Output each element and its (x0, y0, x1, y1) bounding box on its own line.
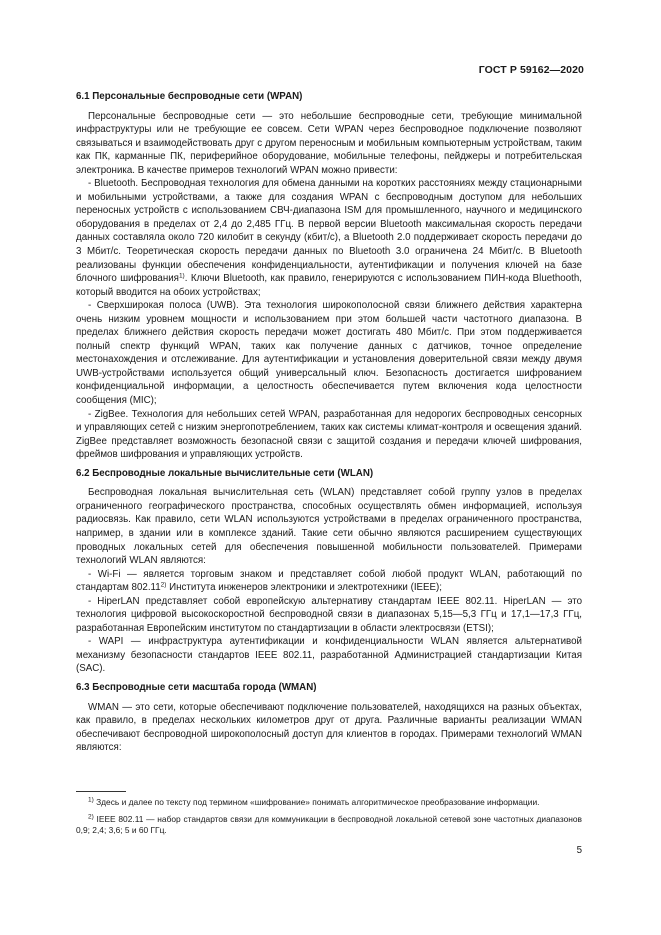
footnote-ref-2: 2) (160, 581, 167, 589)
s61-paragraph-uwb: - Сверхширокая полоса (UWB). Эта технология широкополосной связи ближнего действия характерна очень низким уровнем мощности и использованием при этом большей части частотного диапазона. В пределах ближнего действия скорость передачи может достигать 480 Мбит/с. При этом поддерживается полный спектр функций WPAN, таких как получение данных с датчиков, точное определение местонахождения и отслеживание. Для аутентификации и установления доверительной связи между двумя UWB-устройствами используется общий универсальный ключ. Безопасность достигается шифрованием конфиденциальной информации, а целостность обеспечивается путем включения кода целостности сообщения (MIC); (76, 300, 582, 407)
footnote-2 (76, 814, 582, 837)
s61-paragraph-bluetooth (76, 177, 582, 299)
s61-paragraph-zigbee: - ZigBee. Технология для небольших сетей WPAN, разработанная для недорогих беспроводных сенсорных и управляющих сетей с низким энергопотреблением, таких как системы климат-контроля и освещения зданий. ZigBee представляет возможность безопасной связи с защитой создания и передачи ключей шифрования, фреймов шифрования и управляющих устройств. (76, 408, 582, 461)
s62-paragraph-1: Беспроводная локальная вычислительная сеть (WLAN) представляет собой группу узлов в пределах ограниченного географического пространства, способных осуществлять обмен информацией, используя радиосвязь. Как правило, сети WLAN используются устройствами в пределах ограниченного пространства, например, в здании или в комплексе зданий. Такие сети обычно являются расширением существующих проводных локальных сетей для обеспечения повышенной мобильности пользователей. Примерами технологий WLAN являются: (76, 487, 582, 567)
section-6-2-heading: 6.2 Беспроводные локальные вычислительные сети (WLAN) (76, 467, 374, 479)
s62-wifi-text-b: Института инженеров электроники и электротехники (IEEE); (166, 582, 442, 594)
s61-paragraph-1: Персональные беспроводные сети — это небольшие беспроводные сети, требующие минимальной инфраструктуры или не требующие ее совсем. Сети WPAN через беспроводное подключение позволяют связываться и взаимодействовать друг с другом переносным и мобильным компьютерным устройствам, таким как ПК, карманные ПК, периферийное оборудование, мобильные телефоны, пейджеры и потребительская электроника. В качестве примеров технологий WPAN можно привести: (76, 110, 582, 176)
footnote-divider (76, 791, 126, 792)
footnote-ref-1: 1) (178, 272, 185, 280)
s62-paragraph-wifi (76, 568, 582, 595)
footnote-1-mark: 1) (88, 796, 94, 804)
s61-bluetooth-text-a: - Bluetooth. Беспроводная технология для обмена данными на коротких расстояниях между стационарными и мобильными устройствами, а также для создания WPAN с беспроводным доступом для небольших переносных устройств с использованием СВЧ-диапазона ISM для промышленного, научного и медицинского оборудования в пределах от 2,4 до 2,485 ГГц. В первой версии Bluetooth максимальная скорость передачи данных составляла около 720 килобит в секунду (кбит/с), а Bluetooth 2.0 поддерживает скорость передачи до 3 Мбит/с. Теоретическая скорость передачи данных по Bluetooth 3.0 ограничена 24 Мбит/с. В Bluetooth реализованы функции обеспечения конфиденциальности, аутентификации и получения ключей на базе блочного шифрования (76, 178, 582, 285)
s62-paragraph-hiperlan: - HiperLAN представляет собой европейскую альтернативу стандартам IEEE 802.11. HiperLAN — это технология цифровой высокоскоростной беспроводной связи в диапазонах 5,15—5,3 ГГц и 17,1—17,3 ГГц, разработанная Европейским институтом по стандартизации в области электросвязи (ETSI); (76, 595, 582, 634)
s62-paragraph-wapi: - WAPI — инфраструктура аутентификации и конфиденциальности WLAN является альтернативой механизму безопасности стандартов IEEE 802.11, разработанной Администрацией стандартизации Китая (SAC). (76, 636, 582, 675)
document-body (76, 90, 582, 755)
s62-wifi-text-a: - Wi-Fi — является торговым знаком и представляет собой любой продукт WLAN, работающий по стандартам 802.11 (76, 568, 582, 594)
footnote-2-mark: 2) (88, 813, 94, 821)
footnote-1-text: Здесь и далее по тексту под термином «шифрование» понимать алгоритмическое преобразование информации. (93, 797, 540, 807)
s63-paragraph-1: WMAN — это сети, которые обеспечивают подключение пользователей, находящихся на разных объектах, как правило, в пределах нескольких километров друг от друга. Различные варианты реализации WMAN обеспечивают беспроводной широкополосный доступ для клиентов в городах. Примерами технологий WMAN являются: (76, 701, 582, 754)
footnote-2-text: IEEE 802.11 — набор стандартов связи для коммуникации в беспроводной локальной сетевой зоне частотных диапазонов 0,9; 2,4; 3,6; 5 и 60 ГГц. (76, 813, 582, 836)
footnotes (76, 797, 582, 842)
page-number: 5 (576, 845, 582, 856)
standard-number: ГОСТ Р 59162—2020 (478, 64, 584, 76)
section-6-1-heading: 6.1 Персональные беспроводные сети (WPAN) (76, 91, 303, 102)
section-6-3-heading: 6.3 Беспроводные сети масштаба города (WMAN) (76, 681, 317, 693)
s61-bluetooth-text-b: . Ключи Bluetooth, как правило, генерируются с использованием ПИН-кода Bluethooth, который вводится на обоих устройствах; (76, 273, 582, 298)
footnote-1 (76, 797, 582, 809)
